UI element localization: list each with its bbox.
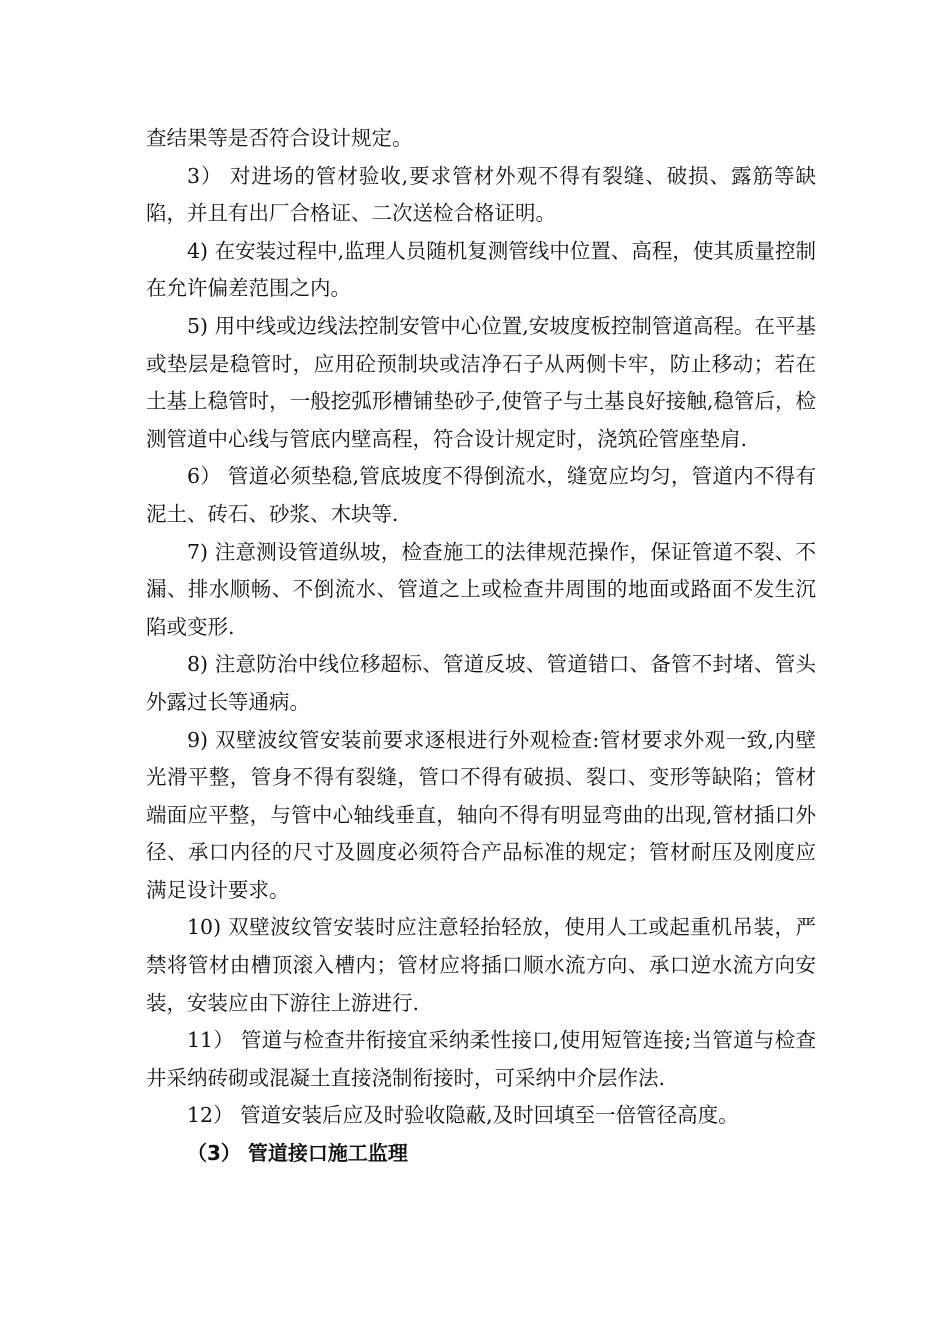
paragraph-item-3: 3） 对进场的管材验收,要求管材外观不得有裂缝、破损、露筋等缺陷，并且有出厂合格证、二次送检合格证明。 (146, 163, 816, 226)
paragraph-item-5: 5) 用中线或边线法控制安管中心位置,安坡度板控制管道高程。在平基或垫层是稳管时，应用砼预制块或洁净石子从两侧卡牢，防止移动；若在土基上稳管时，一般挖弧形槽铺垫砂子,使管子与土基良好接触,稳管后，检测管道中心线与管底内壁高程，符合设计规定时，浇筑砼管座垫肩. (146, 313, 816, 451)
paragraph-item-4: 4) 在安装过程中,监理人员随机复测管线中位置、高程，使其质量控制在允许偏差范围之内。 (146, 238, 816, 301)
section-heading: （3） 管道接口施工监理 (187, 1141, 408, 1166)
paragraph-item-12: 12） 管道安装后应及时验收隐蔽,及时回填至一倍管径高度。 (187, 1103, 739, 1128)
paragraph-item-10: 10) 双壁波纹管安装时应注意轻抬轻放，使用人工或起重机吊装，严禁将管材由槽顶滚入槽内；管材应将插口顺水流方向、承口逆水流方向安装，安装应由下游往上游进行. (146, 915, 816, 1015)
paragraph-item-6: 6） 管道必须垫稳,管底坡度不得倒流水，缝宽应均匀，管道内不得有泥土、砖石、砂浆、木块等. (146, 464, 816, 526)
paragraph-item-9: 9) 双壁波纹管安装前要求逐根进行外观检查:管材要求外观一致,内壁光滑平整，管身不得有裂缝，管口不得有破损、裂口、变形等缺陷；管材端面应平整，与管中心轴线垂直，轴向不得有明显弯曲的出现,管材插口外径、承口内径的尺寸及圆度必须符合产品标准的规定；管材耐压及刚度应满足设计要求。 (146, 727, 816, 902)
document-body (146, 120, 816, 1173)
paragraph-item-7: 7) 注意测设管道纵坡，检查施工的法律规范操作，保证管道不裂、不漏、排水顺畅、不倒流水、管道之上或检查井周围的地面或路面不发生沉陷或变形. (146, 539, 816, 639)
paragraph-item-8: 8) 注意防治中线位移超标、管道反坡、管道错口、备管不封堵、管头外露过长等通病。 (146, 652, 816, 714)
paragraph-item-11: 11） 管道与检查井衔接宜采纳柔性接口,使用短管连接;当管道与检查井采纳砖砌或混凝土直接浇制衔接时，可采纳中介层作法. (146, 1028, 816, 1090)
paragraph-continuation: 查结果等是否符合设计规定。 (146, 126, 413, 150)
